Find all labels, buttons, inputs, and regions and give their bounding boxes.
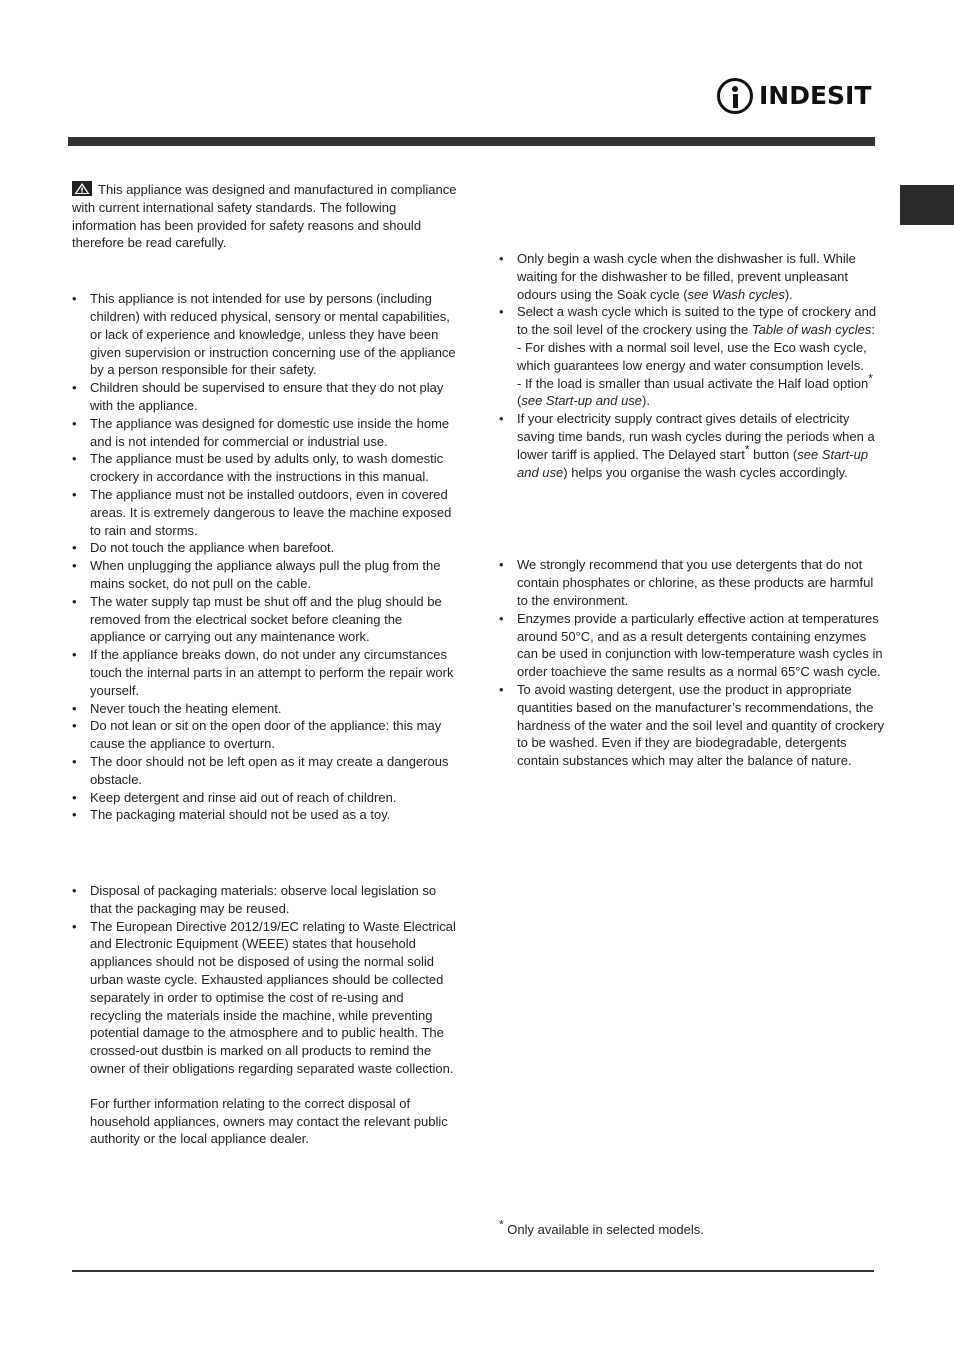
safety-item: • The appliance must not be installed outdoors, even in covered areas. It is extremely dangerous to leave the machine exposed to rain and storms. [72, 486, 457, 539]
reference-wash-cycles: see Wash cycles [687, 286, 785, 302]
saving-list [499, 250, 885, 481]
safety-item: • When unplugging the appliance always pull the plug from the mains socket, do not pull on the cable. [72, 557, 457, 593]
safety-item: • The packaging material should not be used as a toy. [72, 806, 457, 824]
saving-text: ( [517, 393, 522, 409]
saving-text: button ( [749, 446, 798, 462]
footnote [499, 1217, 704, 1239]
footnote-text: Only available in selected models. [503, 1222, 704, 1237]
safety-list [72, 290, 457, 824]
safety-item: • This appliance is not intended for use by persons (including children) with reduced physical, sensory or mental capabilities, or lack of experience and knowledge, unless they have been given supervision or instruction concerning use of the appliance by a person responsible for their safety. [72, 290, 457, 379]
safety-item: • Do not touch the appliance when barefoot. [72, 539, 457, 557]
intro-paragraph [72, 181, 457, 252]
saving-text: - If the load is smaller than usual activate the Half load option [517, 375, 869, 391]
brand-name: INDESIT [759, 81, 872, 111]
brand-logo [717, 76, 871, 116]
language-tab [900, 185, 954, 225]
safety-item: • The water supply tap must be shut off and the plug should be removed from the electrical socket before cleaning the appliance or carrying out any maintenance work. [72, 593, 457, 646]
disposal-list [72, 882, 457, 1078]
saving-text: If your electricity supply contract gives details of electricity saving time bands, run wash cycles during the periods when a lower tariff is applied. The Delayed start [517, 411, 875, 462]
disposal-note: For further information relating to the correct disposal of household appliances, owners may contact the relevant public authority or the local appliance dealer. [90, 1095, 448, 1147]
safety-item: • Do not lean or sit on the open door of the appliance: this may cause the appliance to overturn. [72, 717, 457, 753]
right-column [499, 250, 885, 770]
footnote-marker: * [744, 442, 750, 457]
indesit-logo-icon [717, 78, 753, 114]
safety-item: • Keep detergent and rinse aid out of reach of children. [72, 789, 457, 807]
reference-start-up: see Start-up and use [521, 393, 643, 409]
footer-rule [72, 1270, 874, 1272]
saving-item [499, 410, 885, 481]
footnote-marker: * [499, 1217, 504, 1232]
safety-item: • The appliance must be used by adults only, to wash domestic crockery in accordance with the instructions in this manual. [72, 450, 457, 486]
detergent-list [499, 556, 885, 770]
saving-text: Only begin a wash cycle when the dishwasher is full. While waiting for the dishwasher to be filled, prevent unpleasant odours using the Soak cycle ( [517, 251, 856, 302]
safety-item: • The appliance was designed for domestic use inside the home and is not intended for commercial or industrial use. [72, 415, 457, 451]
saving-text: ). [642, 393, 650, 409]
reference-start-up: see Start-up and use [517, 446, 869, 480]
saving-item [499, 250, 885, 303]
safety-item: • Children should be supervised to ensure that they do not play with the appliance. [72, 379, 457, 415]
disposal-item: • The European Directive 2012/19/EC relating to Waste Electrical and Electronic Equipment (WEEE) states that household appliances should not be disposed of using the normal solid urban waste cycle. Exhausted appliances should be collected separately in order to optimise the cost of re-using and recycling the materials inside the machine, while preventing potential damage to the atmosphere and to public health. The crossed-out dustbin is marked on all products to remind the owner of their obligations regarding separated waste collection. [72, 918, 457, 1078]
saving-text: Select a wash cycle which is suited to the type of crockery and to the soil level of the crockery using the [517, 304, 877, 338]
saving-subitem [517, 371, 885, 411]
reference-table-of-wash-cycles: Table of wash cycles [751, 322, 872, 338]
intro-text: This appliance was designed and manufactured in compliance with current international safety standards. The following information has been provided for safety reasons and should therefore be read carefully. [72, 182, 457, 251]
header-rule [68, 137, 875, 146]
disposal-item: • Disposal of packaging materials: observe local legislation so that the packaging may be reused. [72, 882, 457, 918]
safety-item: • If the appliance breaks down, do not under any circumstances touch the internal parts in an attempt to perform the repair work yourself. [72, 646, 457, 699]
detergent-item: • Enzymes provide a particularly effective action at temperatures around 50°C, and as a result detergents containing enzymes can be used in conjunction with low-temperature wash cycles in order toachieve the same results as a normal 65°C wash cycle. [499, 610, 885, 681]
saving-subitem: - For dishes with a normal soil level, use the Eco wash cycle, which guarantees low energy and water consumption levels. [517, 339, 867, 373]
left-column [72, 181, 457, 1148]
footnote-marker: * [868, 371, 873, 386]
detergent-item: • To avoid wasting detergent, use the product in appropriate quantities based on the manufacturer’s recommendations, the hardness of the water and the soil level and quantity of crockery to be washed. Even if they are biodegradable, detergents contain substances which may alter the balance of nature. [499, 681, 885, 770]
saving-item [499, 303, 885, 410]
saving-text: ) helps you organise the wash cycles accordingly. [563, 464, 848, 480]
safety-item: • Never touch the heating element. [72, 700, 457, 718]
saving-text: ). [784, 286, 793, 302]
safety-item: • The door should not be left open as it may create a dangerous obstacle. [72, 753, 457, 789]
saving-text: : [871, 322, 875, 338]
detergent-item: • We strongly recommend that you use detergents that do not contain phosphates or chlorine, as these products are harmful to the environment. [499, 556, 885, 609]
warning-triangle-icon [72, 181, 92, 196]
